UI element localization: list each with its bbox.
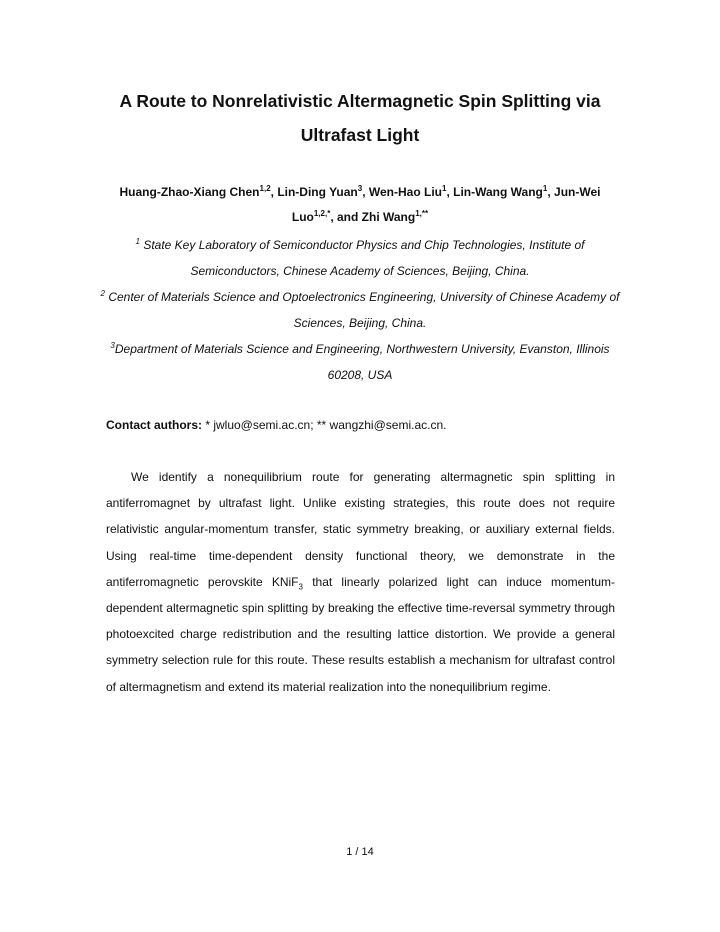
abstract-text: We identify a nonequilibrium route for generating altermagnetic spin splitting in antiferromagnet by ultrafast light. Unlike existing strategies, this route does not require relativistic angular-momentum transfer, static symmetry breaking, or auxiliary external fields. Using real-time time-dependent density functional theory, we demonstrate in the antiferromagnetic perovskite KNiF: [106, 470, 615, 589]
author-name: Lin-Wang Wang: [453, 185, 543, 199]
author-name: Lin-Ding Yuan: [277, 185, 358, 199]
author-affiliation-mark: 1,2: [259, 184, 271, 193]
affiliation-mark: 3: [110, 341, 115, 350]
author-name: Wen-Hao Liu: [368, 185, 442, 199]
abstract: [106, 464, 615, 700]
author-separator: , and: [330, 210, 362, 224]
author: [362, 210, 428, 224]
affiliation-mark: 1: [135, 237, 140, 246]
title-line-2: Ultrafast Light: [300, 125, 420, 145]
paper-title: [90, 84, 630, 152]
author-separator: ,: [547, 185, 555, 199]
affiliation-text: State Key Laboratory of Semiconductor Physics and Chip Technologies, Institute of Semiconductors, Chinese Academy of Sciences, Beijing, China.: [143, 238, 585, 278]
author-affiliation-mark: 1: [542, 184, 548, 193]
abstract-text-continued: that linearly polarized light can induce momentum-dependent altermagnetic spin splitting by breaking the effective time-reversal symmetry through photoexcited charge redistribution and the resulting lattice distortion. We provide a general symmetry selection rule for this route. These results establish a mechanism for ultrafast control of altermagnetism and extend its material realization into the nonequilibrium regime.: [106, 574, 615, 694]
author-separator: ,: [270, 185, 278, 199]
author-separator: ,: [446, 185, 454, 199]
author-affiliation-mark: 1: [442, 184, 447, 193]
affiliation: [100, 284, 620, 336]
author-affiliation-mark: 1,**: [415, 209, 429, 218]
author-name: Huang-Zhao-Xiang Chen: [119, 185, 260, 199]
author: [453, 185, 547, 199]
contact-label: Contact authors:: [106, 418, 202, 432]
author: [120, 185, 271, 199]
author: [277, 185, 362, 199]
affiliation: [100, 336, 620, 388]
author-name: Jun-Wei Luo: [291, 185, 601, 224]
author: [369, 185, 447, 199]
title-line-1: A Route to Nonrelativistic Altermagnetic Spin Splitting via: [119, 91, 601, 111]
affiliation: [100, 232, 620, 284]
affiliation-text: Department of Materials Science and Engineering, Northwestern University, Evanston, Illinois 60208, USA: [114, 342, 610, 382]
contact-emails: * jwluo@semi.ac.cn; ** wangzhi@semi.ac.cn.: [202, 418, 447, 432]
author-affiliation-mark: 1,2,*: [313, 209, 331, 218]
author-name: Zhi Wang: [361, 210, 416, 224]
abstract-subscript: 3: [298, 582, 303, 592]
author-list: [100, 180, 620, 230]
affiliation-mark: 2: [100, 289, 105, 298]
author-separator: ,: [362, 185, 369, 199]
contact-authors: [106, 413, 626, 437]
author-affiliation-mark: 3: [357, 184, 363, 193]
affiliation-text: Center of Materials Science and Optoelectronics Engineering, University of Chinese Academy of Sciences, Beijing, China.: [108, 290, 620, 330]
page-number: 1 / 14: [346, 846, 374, 858]
